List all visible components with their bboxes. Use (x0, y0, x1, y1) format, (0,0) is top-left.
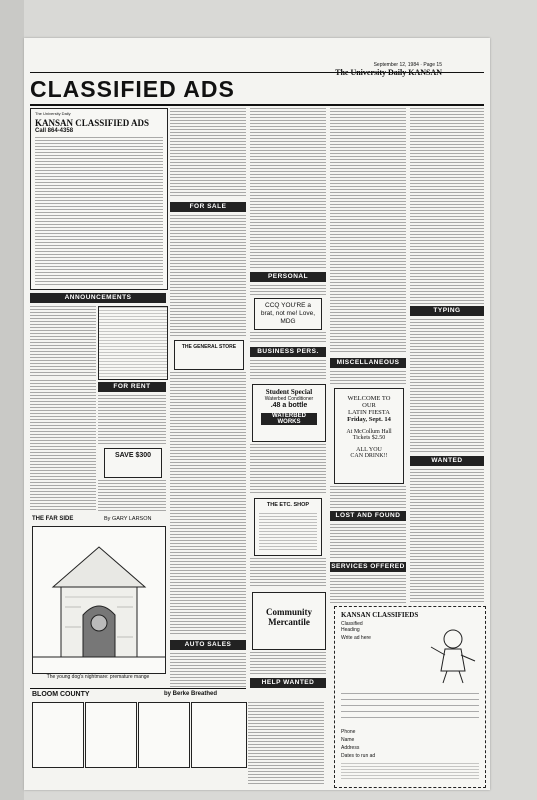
scanner-margin (0, 0, 24, 800)
bloom-panel-3 (138, 702, 190, 768)
services-text (330, 575, 406, 603)
for-sale-text (170, 215, 246, 337)
lost-found-text (330, 524, 406, 558)
section-personal: PERSONAL (250, 272, 326, 282)
form-title: KANSAN CLASSIFIEDS (341, 611, 419, 619)
form-fine-print (341, 763, 479, 781)
general-store-ad: THE GENERAL STORE (174, 340, 244, 370)
section-business: BUSINESS PERS. (250, 347, 326, 357)
kansan-rates-box (30, 108, 168, 290)
bloom-panel-2 (85, 702, 137, 768)
business-text (250, 360, 326, 380)
section-for-rent: FOR RENT (98, 382, 166, 392)
save-ad: SAVE $300 (104, 448, 162, 478)
mercantile-text (250, 652, 326, 676)
section-auto-sales: AUTO SALES (170, 640, 246, 650)
page-title: CLASSIFIED ADS (30, 76, 235, 102)
personal-text (250, 285, 326, 295)
form-address: Address (341, 745, 360, 751)
section-wanted: WANTED (410, 456, 484, 466)
for-rent-text (98, 395, 166, 445)
bloom-title: BLOOM COUNTY (32, 691, 90, 698)
kansan-name: KANSAN CLASSIFIED ADS (35, 118, 150, 128)
far-side-title: THE FAR SIDE (32, 516, 74, 522)
for-rent-ad-box (98, 306, 168, 380)
classified-order-form: KANSAN CLASSIFIEDS Classified Heading Write ad here Phone Name Address Dates to run ad (334, 606, 486, 788)
mascot-drawing (425, 625, 481, 685)
misc-text-2 (330, 486, 406, 508)
section-miscellaneous: MISCELLANEOUS (330, 358, 406, 368)
etc-shop-ad: THE ETC. SHOP (254, 498, 322, 556)
wanted-text (410, 469, 484, 603)
mercantile-ad: Community Mercantile (252, 592, 326, 650)
section-lost-found: LOST AND FOUND (330, 511, 406, 521)
rates-text (35, 137, 163, 285)
title-rule (30, 104, 484, 106)
col-text-a (170, 108, 246, 198)
doghouse-drawing (33, 527, 165, 673)
latin-fiesta-ad: WELCOME TO OUR LATIN FIESTA Friday, Sept. 14 At McCollum Hall Tickets $2.50 ALL YOU CAN DRINK!! (334, 388, 404, 484)
personal-text-2 (250, 332, 326, 344)
section-services: SERVICES OFFERED (331, 563, 405, 570)
newspaper-page (24, 38, 490, 790)
far-side-cartoon (32, 526, 166, 674)
bloom-panel-1 (32, 702, 84, 768)
header-date: September 12, 1984 · Page 15 (373, 62, 442, 68)
top-rule (30, 72, 484, 73)
waterbed-ad: Student Special Waterbed Conditioner .48 a bottle WATERBED WORKS (252, 384, 326, 442)
section-for-sale: FOR SALE (170, 202, 246, 212)
typing-text (410, 319, 484, 453)
section-announcements: ANNOUNCEMENTS (30, 293, 166, 303)
section-typing: TYPING (410, 306, 484, 316)
misc-text (330, 371, 406, 385)
col-text-c (330, 108, 406, 354)
col-text-b (250, 108, 326, 268)
announcements-text-2 (30, 380, 96, 512)
section-help-wanted: HELP WANTED (250, 678, 326, 688)
ccq-ad: CCQ YOU'RE a brat, not me! Love, MDG (254, 298, 322, 330)
form-dates: Dates to run ad (341, 753, 376, 759)
bloom-byline: by Berke Breathed (164, 691, 218, 697)
form-lines (341, 693, 479, 723)
kansan-sub: The University Daily (35, 111, 71, 116)
far-side-caption: The young dog's nightmare: premature mange (46, 674, 150, 680)
auto-sales-text (170, 653, 246, 687)
for-sale-text-2 (170, 372, 246, 636)
business-text-2 (250, 444, 326, 494)
form-phone: Phone (341, 729, 356, 735)
kansan-phone: Call 864-4358 (35, 128, 74, 134)
business-text-3 (250, 558, 326, 588)
bloom-rule (30, 688, 246, 689)
for-rent-text-2 (98, 480, 166, 512)
auto-sales-text-2 (248, 702, 324, 786)
col-text-d (410, 108, 484, 306)
bloom-panel-4 (191, 702, 247, 768)
form-name: Name (341, 737, 355, 743)
far-side-byline: By GARY LARSON (104, 516, 152, 522)
announcements-text (30, 306, 96, 378)
